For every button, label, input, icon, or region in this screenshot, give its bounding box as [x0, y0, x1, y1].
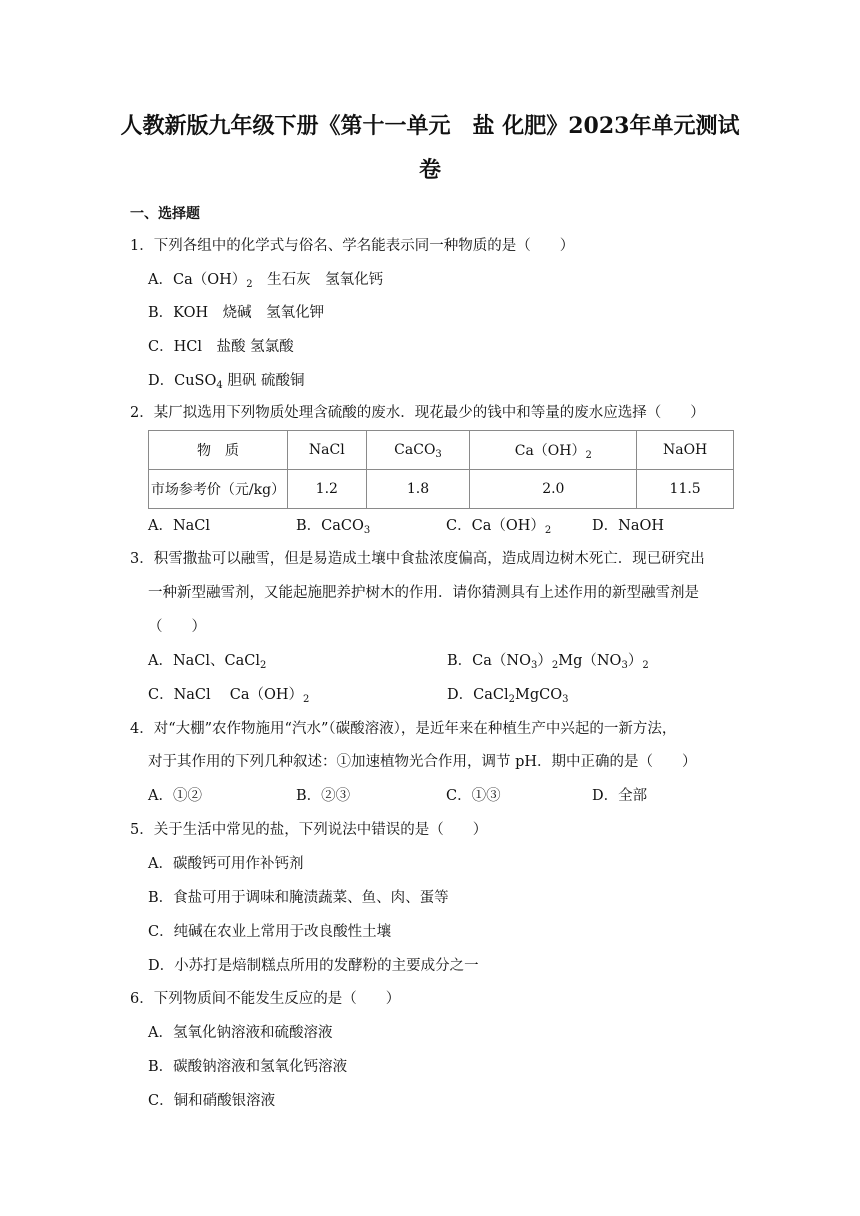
question-1-option-a [148, 270, 383, 290]
question-2-option-b [296, 516, 370, 536]
question-4-option-c: C．①③ [446, 788, 501, 804]
option-text: A．Ca（OH） [148, 272, 247, 288]
subscript: 2 [551, 660, 559, 671]
question-2-option-a: A．NaCl [148, 518, 211, 534]
question-1-stem: 1．下列各组中的化学式与俗名、学名能表示同一种物质的是（ ） [130, 238, 575, 254]
question-6-option-b: B．碳酸钠溶液和氢氧化钙溶液 [148, 1059, 348, 1075]
subscript: 3 [530, 660, 538, 671]
question-1-option-b: B．KOH 烧碱 氢氧化钾 [148, 305, 325, 321]
option-text: C．Ca（OH） [446, 518, 545, 534]
cell-text: CaCO [394, 442, 436, 458]
question-5-option-a: A．碳酸钙可用作补钙剂 [148, 856, 304, 872]
option-text: D．CaCl [447, 687, 509, 703]
question-4-stem-line-1: 4．对“大棚”农作物施用“汽水”（碳酸溶液），是近年来在种植生产中兴起的一新方法， [130, 721, 677, 737]
question-5-option-d: D．小苏打是焙制糕点所用的发酵粉的主要成分之一 [148, 958, 479, 974]
option-text: 生石灰 氢氧化钙 [252, 272, 384, 288]
subscript: 2 [508, 694, 515, 705]
option-text: Mg（NO [558, 653, 622, 669]
subscript: 2 [585, 450, 592, 461]
table-cell: 11.5 [637, 470, 734, 509]
option-text: ） [537, 653, 552, 669]
question-1-option-c: C．HCl 盐酸 氢氯酸 [148, 339, 294, 355]
table-cell: NaOH [637, 431, 734, 470]
subscript: 3 [435, 449, 442, 460]
subscript: 2 [260, 660, 267, 671]
cell-text: Ca（OH） [514, 443, 586, 459]
question-4-stem-line-2: 对于其作用的下列几种叙述：①加速植物光合作用，调节 pH．期中正确的是（ ） [148, 754, 697, 770]
table-cell: 1.2 [288, 470, 367, 509]
option-text: B．CaCO [296, 518, 364, 534]
price-table [148, 430, 734, 509]
question-6-stem: 6．下列物质间不能发生反应的是（ ） [130, 991, 401, 1007]
question-4-option-b: B．②③ [296, 788, 351, 804]
subscript: 4 [216, 380, 223, 391]
question-2-option-d: D．NaOH [592, 518, 664, 534]
question-3-option-d [447, 685, 568, 705]
table-row [149, 470, 734, 509]
option-text: MgCO [514, 687, 563, 703]
option-text: 胆矾 硫酸铜 [222, 373, 305, 389]
subscript: 3 [562, 694, 569, 705]
question-4-option-d: D．全部 [592, 788, 648, 804]
question-6-option-c: C．铜和硝酸银溶液 [148, 1093, 276, 1109]
option-text: D．CuSO [148, 373, 217, 389]
table-cell [366, 431, 470, 470]
option-text: C．NaCl Ca（OH） [148, 687, 304, 703]
question-5-option-b: B．食盐可用于调味和腌渍蔬菜、鱼、肉、蛋等 [148, 890, 449, 906]
page-title-line-2: 卷 [418, 157, 441, 183]
question-6-option-a: A．氢氧化钠溶液和硫酸溶液 [148, 1025, 333, 1041]
subscript: 3 [621, 660, 628, 671]
question-4-option-a: A．①② [148, 788, 202, 804]
table-row [149, 431, 734, 470]
option-text: ） [627, 653, 643, 669]
subscript: 3 [363, 525, 371, 536]
page-title-line-1: 人教新版九年级下册《第十一单元 盐 化肥》2023年单元测试 [120, 113, 740, 139]
question-2-option-c [446, 516, 551, 536]
option-text: A．NaCl、CaCl [148, 653, 261, 669]
question-5-stem: 5．关于生活中常见的盐，下列说法中错误的是（ ） [130, 822, 488, 838]
question-3-option-b [447, 651, 649, 671]
table-cell: 2.0 [470, 470, 637, 509]
question-3-option-a [148, 651, 266, 671]
table-cell: 市场参考价（元/kg） [149, 470, 288, 509]
section-heading-choice: 一、选择题 [130, 206, 200, 222]
question-3-option-c [148, 685, 309, 705]
question-5-option-c: C．纯碱在农业上常用于改良酸性土壤 [148, 924, 392, 940]
question-3-stem-line-2: 一种新型融雪剂，又能起施肥养护树木的作用．请你猜测具有上述作用的新型融雪剂是 [148, 585, 699, 601]
table-cell: 物 质 [149, 431, 288, 470]
question-3-stem-line-1: 3．积雪撒盐可以融雪，但是易造成土壤中食盐浓度偏高，造成周边树木死亡．现已研究出 [130, 551, 705, 567]
table-cell [470, 431, 637, 470]
question-2-stem: 2．某厂拟选用下列物质处理含硫酸的废水．现花最少的钱中和等量的废水应选择（ ） [130, 405, 705, 421]
subscript: 2 [642, 660, 649, 671]
subscript: 2 [246, 279, 253, 290]
subscript: 2 [303, 694, 310, 705]
table-cell: NaCl [288, 431, 367, 470]
question-3-stem-line-3: （ ） [148, 619, 206, 635]
option-text: B．Ca（NO [447, 653, 531, 669]
table-cell: 1.8 [366, 470, 470, 509]
question-1-option-d [148, 371, 304, 391]
subscript: 2 [544, 525, 552, 536]
